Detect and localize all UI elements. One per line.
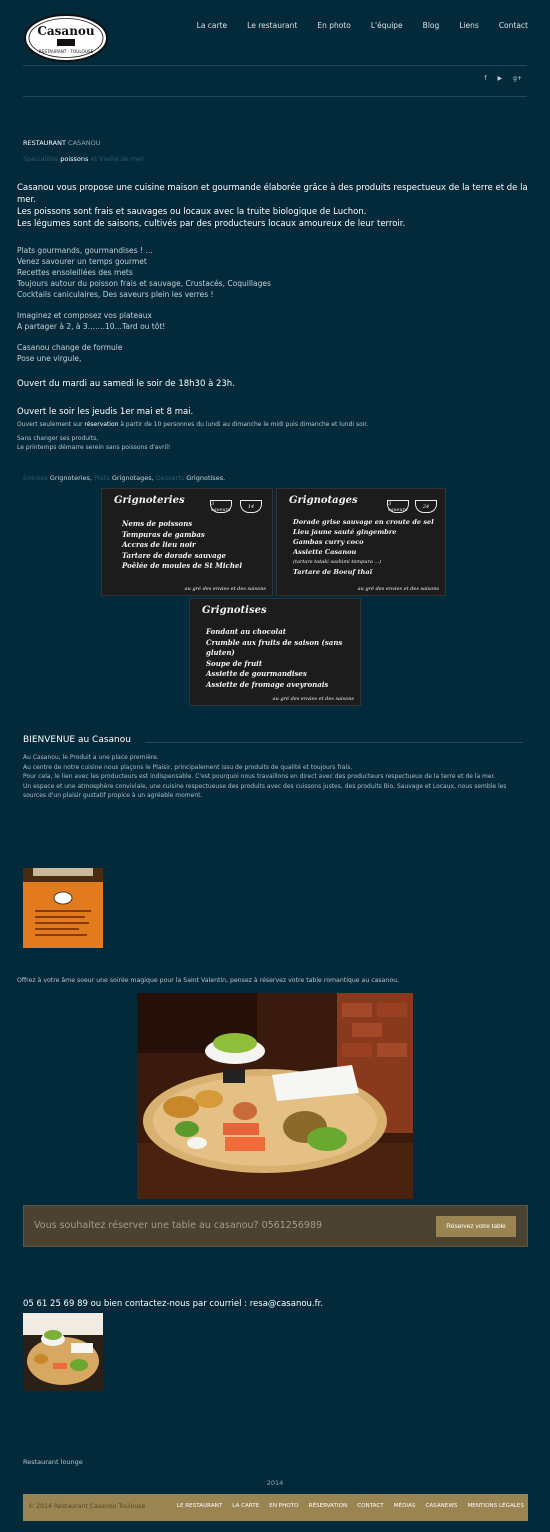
- category-line: [23, 474, 225, 482]
- cat-entrees[interactable]: Entrées: [23, 474, 48, 482]
- valentin-text: Offrez à votre âme soeur une soirée magique pour la Saint Valentin, pensez à réservez votre table romantique au casanou.: [17, 977, 400, 984]
- logo-name: Casanou: [37, 24, 95, 38]
- board-title: Grignoteries: [114, 495, 185, 506]
- bienvenue-text: [23, 753, 528, 801]
- bienvenue-title: BIENVENUE au Casanou: [23, 735, 131, 745]
- footer-link-contact[interactable]: CONTACT: [357, 1503, 384, 1509]
- plateaux-block: [17, 310, 165, 332]
- reservation-banner-text: Vous souhaitez réserver une table au casanou? 0561256989: [34, 1220, 323, 1231]
- plats-line: Toujours autour du poisson frais et sauvage, Crustacés, Coquillages: [17, 279, 271, 288]
- footer-link-restaurant[interactable]: LE RESTAURANT: [176, 1503, 223, 1509]
- nav-le-restaurant[interactable]: Le restaurant: [247, 21, 298, 30]
- bienvenue-line: Un espace et une atmosphère conviviale, une cuisine respectueuse des produits avec des cuissons justes, des produits Bio, Sauvage et Locaux, nous semble les sources d'un plaisir gustatif propice à un agréable moment.: [23, 782, 507, 800]
- board-title: Grignotages: [289, 495, 358, 506]
- printemps-line: Sans changer ses produits,: [17, 435, 99, 442]
- plats-block: [17, 245, 271, 300]
- lounge-link[interactable]: Restaurant lounge: [23, 1458, 83, 1466]
- footer-link-photo[interactable]: EN PHOTO: [269, 1503, 299, 1509]
- board-item: Nems de poissons: [122, 519, 193, 528]
- menu-card-thumbnail[interactable]: [23, 868, 103, 948]
- intro-text: [17, 182, 532, 230]
- tag-poissons[interactable]: poissons: [60, 155, 89, 163]
- board-price: 24: [415, 500, 437, 513]
- nav-contact[interactable]: Contact: [498, 21, 528, 30]
- cat-entrees-label: Grignoteries,: [49, 474, 92, 482]
- plateaux-line: Imaginez et composez vos plateaux: [17, 311, 152, 320]
- header-divider: [23, 65, 527, 66]
- year-label: 2014: [266, 1479, 284, 1487]
- main-nav: [197, 21, 528, 30]
- footer-bar: [23, 1494, 528, 1521]
- menu-board-grignoteries[interactable]: [101, 488, 273, 596]
- board-item: Assiette Casanou: [293, 548, 357, 556]
- tag-line: [23, 155, 144, 163]
- copyright: © 2014 Restaurant Casanou Toulouse: [28, 1503, 146, 1510]
- printemps-note: [17, 434, 170, 452]
- board-item: Assiette de fromage aveyronais: [206, 679, 329, 689]
- printemps-line: Le printemps démarre serein sans poissons d'avril!: [17, 444, 171, 451]
- board-item: Gambas curry coco: [293, 538, 364, 546]
- footer-link-reservation[interactable]: RÉSERVATION: [308, 1503, 348, 1509]
- formule-line: Casanou change de formule: [17, 343, 123, 352]
- board-item: Lieu jaune sauté gingembre: [293, 528, 397, 536]
- tag-specialites[interactable]: Spécialités: [23, 155, 59, 163]
- menu-board-grignotises[interactable]: [189, 598, 361, 706]
- nav-en-photo[interactable]: En photo: [317, 21, 351, 30]
- breadcrumb-value: CASANOU: [68, 139, 101, 147]
- site-logo[interactable]: [23, 13, 109, 63]
- board-item: Tempuras de gambas: [122, 529, 205, 539]
- reservation-after: à partir de 10 personnes du lundi au dimanche le midi puis dimanche et lundi soir.: [120, 421, 369, 428]
- formule-line: Pose une virgule,: [17, 354, 82, 363]
- footer-link-mentions[interactable]: MENTIONS LÉGALES: [467, 1503, 524, 1509]
- plateaux-line: A partager à 2, à 3…….10…Tard ou tôt!: [17, 322, 166, 331]
- bienvenue-line: Au centre de notre cuisine nous plaçons le Plaisir, principalement issu de produits de qualité et toujours frais.: [23, 763, 353, 771]
- plats-line: Recettes ensoleillées des mets: [17, 268, 133, 277]
- opening-hours: Ouvert du mardi au samedi le soir de 18h30 à 23h.: [17, 379, 235, 389]
- reservation-before: Ouvert seulement sur: [17, 421, 83, 428]
- board-footnote: au gré des envies et des saisons: [357, 586, 439, 592]
- plats-line: Plats gourmands, gourmandises ! …: [17, 246, 153, 255]
- board-footnote: au gré des envies et des saisons: [272, 696, 354, 702]
- footer-link-casanews[interactable]: CASANEWS: [425, 1503, 458, 1509]
- google-plus-icon[interactable]: g+: [513, 75, 522, 82]
- board-item: Poêlée de moules de St Michel: [122, 561, 243, 570]
- reservation-banner: [23, 1205, 528, 1247]
- tag-vieille[interactable]: et Vieille de mer: [90, 155, 144, 163]
- intro-line: Casanou vous propose une cuisine maison et gourmande élaborée grâce à des produits respectueux de la terre et de la mer.: [17, 183, 528, 205]
- breadcrumb-label: RESTAURANT: [23, 139, 66, 147]
- plats-line: Cocktails caniculaires, Des saveurs plein les verres !: [17, 290, 214, 299]
- social-divider: [23, 96, 527, 97]
- board-badge: 3 saveurs: [211, 500, 231, 513]
- intro-line: Les légumes sont de saisons, cultivés par des producteurs locaux amoureux de leur terroir.: [17, 219, 406, 229]
- bienvenue-line: Au Casanou, le Produit a une place première.: [23, 754, 159, 761]
- reservation-link[interactable]: réservation: [84, 421, 119, 428]
- reservation-note: [17, 420, 368, 429]
- cat-desserts-label: Grignotises.: [186, 474, 226, 482]
- bienvenue-divider: [145, 742, 523, 743]
- holiday-hours: Ouvert le soir les jeudis 1er mai et 8 mai.: [17, 407, 194, 417]
- reserve-table-button[interactable]: Réservez votre table: [436, 1216, 516, 1237]
- footer-link-medias[interactable]: MÉDIAS: [393, 1503, 416, 1509]
- board-footnote: au gré des envies et des saisons: [184, 586, 266, 592]
- cat-plats[interactable]: Plats: [94, 474, 110, 482]
- board-item: Tartare de dorade sauvage: [122, 550, 226, 560]
- cat-plats-label: Grignotages,: [111, 474, 154, 482]
- board-item: Accras de lieu noir: [122, 540, 196, 549]
- youtube-icon[interactable]: ▶: [497, 75, 503, 82]
- board-badge: 3 saveurs: [388, 500, 408, 513]
- nav-equipe[interactable]: L'équipe: [370, 21, 403, 30]
- board-item: Fondant au chocolat: [206, 627, 286, 636]
- plate-thumbnail[interactable]: [23, 1313, 103, 1391]
- footer-link-carte[interactable]: LA CARTE: [232, 1503, 260, 1509]
- social-links: [484, 75, 522, 82]
- board-item: Crumble aux fruits de saison (sans gluten): [206, 637, 343, 657]
- formule-block: [17, 342, 123, 364]
- nav-la-carte[interactable]: La carte: [196, 21, 228, 30]
- board-item: Assiette de gourmandises: [206, 669, 307, 678]
- menu-board-grignotages[interactable]: [276, 488, 446, 596]
- nav-liens[interactable]: Liens: [459, 21, 479, 30]
- board-item: (tartare tataki sashimi tempura ...): [293, 559, 382, 565]
- footer-nav: [177, 1503, 524, 1509]
- contact-line: 05 61 25 69 89 ou bien contactez-nous par courriel : resa@casanou.fr.: [23, 1299, 324, 1309]
- board-item: Dorade grise sauvage en croute de sel: [293, 518, 434, 526]
- intro-line: Les poissons sont frais et sauvages ou locaux avec la truite biologique de Luchon.: [17, 207, 367, 217]
- board-title: Grignotises: [202, 605, 267, 616]
- board-price: 14: [240, 500, 262, 513]
- board-item: Tartare de Boeuf thaï: [293, 568, 373, 576]
- food-platter-photo: [137, 993, 413, 1199]
- logo-sub: RESTAURANT · TOULOUSE: [38, 49, 94, 54]
- breadcrumb: [23, 139, 100, 147]
- board-item: Soupe de fruit: [206, 658, 263, 668]
- facebook-icon[interactable]: f: [484, 75, 487, 82]
- bienvenue-line: Pour cela, le lien avec les producteurs est indispensable. C'est pourquoi nous travaillons en direct avec des producteurs respectueux de la terre et de la mer.: [23, 773, 496, 781]
- cat-desserts[interactable]: Desserts: [155, 474, 185, 482]
- nav-blog[interactable]: Blog: [422, 21, 440, 30]
- plats-line: Venez savourer un temps gourmet: [17, 257, 147, 266]
